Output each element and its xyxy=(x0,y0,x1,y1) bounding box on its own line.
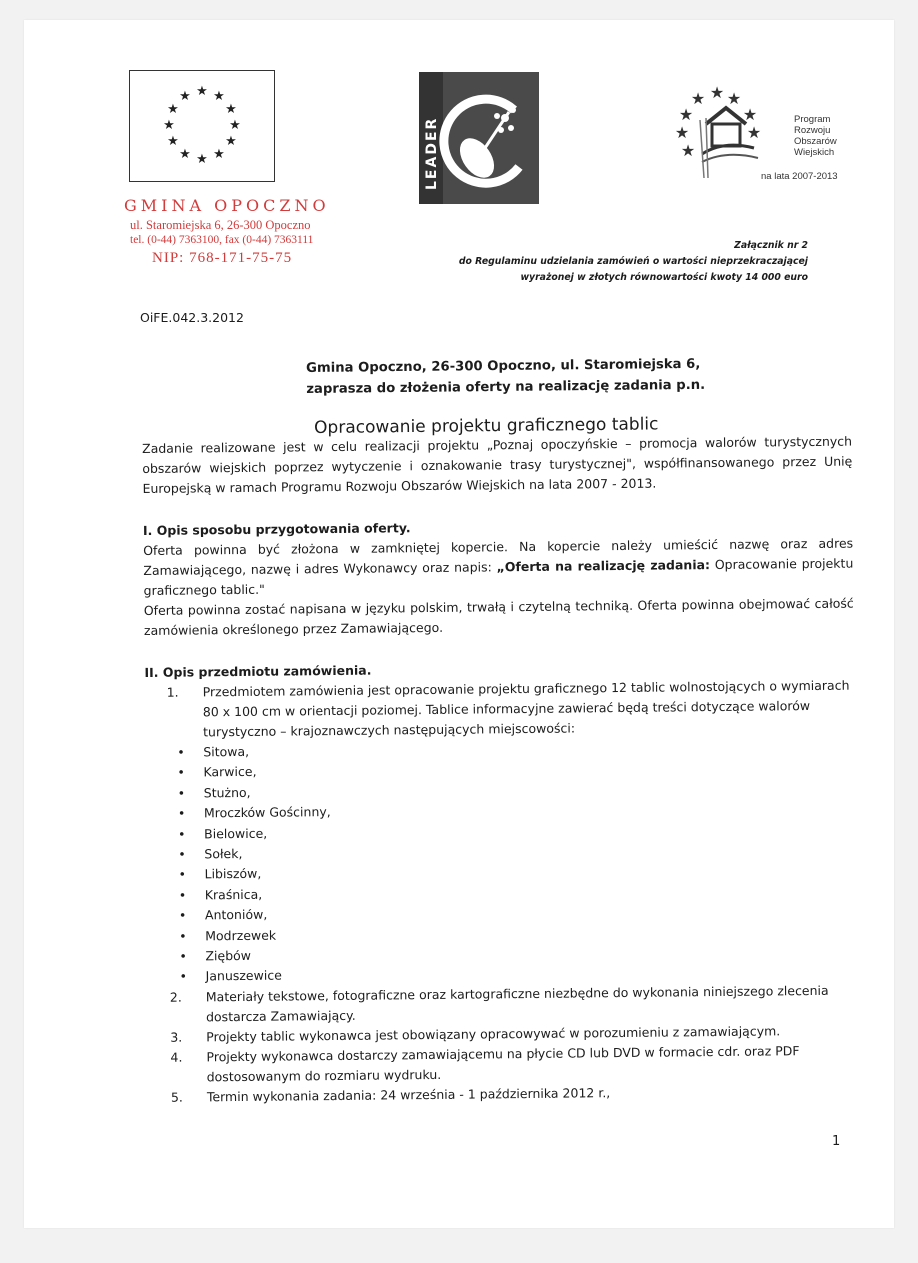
svg-text:★: ★ xyxy=(196,152,208,167)
svg-text:★: ★ xyxy=(742,105,758,124)
invitation-heading xyxy=(306,354,705,400)
item-number: 4. xyxy=(170,1049,183,1065)
document-title: Opracowanie projektu graficznego tablic xyxy=(314,414,659,438)
item-text: Materiały tekstowe, fotograficzne oraz kartograficzne niezbędne do wykonania niniejszego zlecenia dostarcza Zamawiający. xyxy=(205,982,829,1025)
svg-text:★: ★ xyxy=(229,118,241,133)
section-1-paragraph-2: Oferta powinna zostać napisana w języku polskim, trwałą i czytelną techniką. Oferta powinna obejmować całość zamówienia określonego przez Zamawiającego. xyxy=(143,595,854,638)
text-bold: „Oferta na realizację zadania: xyxy=(496,557,711,575)
svg-text:★: ★ xyxy=(163,118,175,133)
list-item: • Sołek, xyxy=(146,838,856,866)
section-1-heading: I. Opis sposobu przygotowania oferty. xyxy=(142,520,411,538)
gmina-name-stamp: GMINA OPOCZNO xyxy=(124,196,330,215)
eu-stars-icon xyxy=(130,71,274,181)
prow-line: Obszarów xyxy=(794,136,837,147)
svg-text:★: ★ xyxy=(179,89,191,104)
section-1-paragraph-1 xyxy=(143,534,854,601)
list-item: • Sitowa, xyxy=(145,736,855,764)
list-item: • Kraśnica, xyxy=(147,878,857,906)
prow-line: Rozwoju xyxy=(794,125,831,136)
svg-text:★: ★ xyxy=(179,147,191,162)
svg-text:★: ★ xyxy=(690,89,706,108)
item-text: Termin wykonania zadania: 24 września - 1 października 2012 r., xyxy=(206,1085,611,1105)
numbered-item xyxy=(145,676,856,743)
gmina-address-stamp: ul. Staromiejska 6, 26-300 Opoczno xyxy=(130,218,311,232)
prow-years: na lata 2007-2013 xyxy=(761,171,838,182)
svg-text:★: ★ xyxy=(709,83,725,102)
svg-text:★: ★ xyxy=(167,102,179,117)
annex-line: Załącznik nr 2 xyxy=(734,240,808,251)
list-item: • Bielowice, xyxy=(146,817,856,845)
text-span: Opracowanie projektu graficznego tablic." xyxy=(143,555,854,598)
svg-text:★: ★ xyxy=(674,123,690,142)
heading-line: Gmina Opoczno, 26-300 Opoczno, ul. Staromiejska 6, xyxy=(306,356,701,376)
item-number: 1. xyxy=(166,684,179,700)
annex-line: do Regulaminu udzielania zamówień o wartości nieprzekraczającej xyxy=(458,256,808,267)
svg-text:★: ★ xyxy=(680,141,696,160)
svg-text:★: ★ xyxy=(225,134,237,149)
list-item: • Karwice, xyxy=(145,756,855,784)
section-2-heading: II. Opis przedmiotu zamówienia. xyxy=(144,662,372,680)
leader-logo-text: LEADER xyxy=(424,116,440,190)
item-number: 5. xyxy=(170,1089,183,1105)
gmina-nip-stamp: NIP: 768-171-75-75 xyxy=(152,250,293,266)
list-item: • Libiszów, xyxy=(146,858,856,886)
svg-text:★: ★ xyxy=(746,123,762,142)
annex-note xyxy=(388,238,808,286)
document-page xyxy=(24,20,894,1228)
svg-text:★: ★ xyxy=(196,84,208,99)
annex-line: wyrażonej w złotych równowartości kwoty 14 000 euro xyxy=(520,272,808,283)
document-body xyxy=(142,432,859,1108)
heading-line: zaprasza do złożenia oferty na realizację zadania p.n. xyxy=(306,377,706,397)
svg-text:★: ★ xyxy=(167,134,179,149)
list-item: • Stużno, xyxy=(146,776,856,804)
prow-line: Wiejskich xyxy=(794,147,835,158)
svg-text:★: ★ xyxy=(225,102,237,117)
list-item: • Mroczków Gościnny, xyxy=(146,797,856,825)
page-number: 1 xyxy=(832,1134,841,1149)
list-item: • Ziębów xyxy=(147,940,857,968)
places-list xyxy=(145,736,858,988)
item-number: 2. xyxy=(169,989,182,1005)
svg-text:★: ★ xyxy=(213,147,225,162)
eu-flag-logo xyxy=(129,70,275,182)
svg-text:★: ★ xyxy=(678,105,694,124)
leader-logo xyxy=(419,72,539,204)
item-number: 3. xyxy=(170,1029,183,1045)
text-span: Oferta powinna być złożona w zamkniętej kopercie. Na kopercie należy umieścić nazwę oraz adres Zamawiającego, nazwę i adres Wykonawcy oraz napis: xyxy=(143,535,854,578)
intro-paragraph: Zadanie realizowane jest w celu realizacji projektu „Poznaj opoczyńskie – promocja walorów turystycznych obszarów wiejskich poprzez wytyczenie i oznakowanie trasy turystycznej", współfinansowanego przez Unię Europejską w ramach Programu Rozwoju Obszarów Wiejskich na lata 2007 - 2013. xyxy=(142,433,853,496)
list-item: • Januszewice xyxy=(148,960,858,988)
prow-logo-text xyxy=(794,114,837,158)
reference-number: OiFE.042.3.2012 xyxy=(140,310,244,325)
item-text: Projekty wykonawca dostarczy zamawiającemu na płycie CD lub DVD w formacie cdr. oraz PDF dostosowanym do rozmiaru wydruku. xyxy=(206,1043,800,1085)
prow-line: Program xyxy=(794,114,831,125)
list-item: • Antoniów, xyxy=(147,899,857,927)
list-item: • Modrzewek xyxy=(147,919,857,947)
item-text: Projekty tablic wykonawca jest obowiązany opracowywać w porozumieniu z zamawiającym. xyxy=(206,1023,781,1045)
svg-text:★: ★ xyxy=(213,89,225,104)
svg-text:★: ★ xyxy=(726,89,742,108)
gmina-phone-stamp: tel. (0-44) 7363100, fax (0-44) 7363111 xyxy=(130,234,314,246)
item-text: Przedmiotem zamówienia jest opracowanie projektu graficznego 12 tablic wolnostojących o wymiarach 80 x 100 cm w orientacji poziomej. Tablice informacyjne zawierać będą treści dotyczące walorów turystyczno – krajoznawczych następujących miejscowości: xyxy=(202,677,850,740)
